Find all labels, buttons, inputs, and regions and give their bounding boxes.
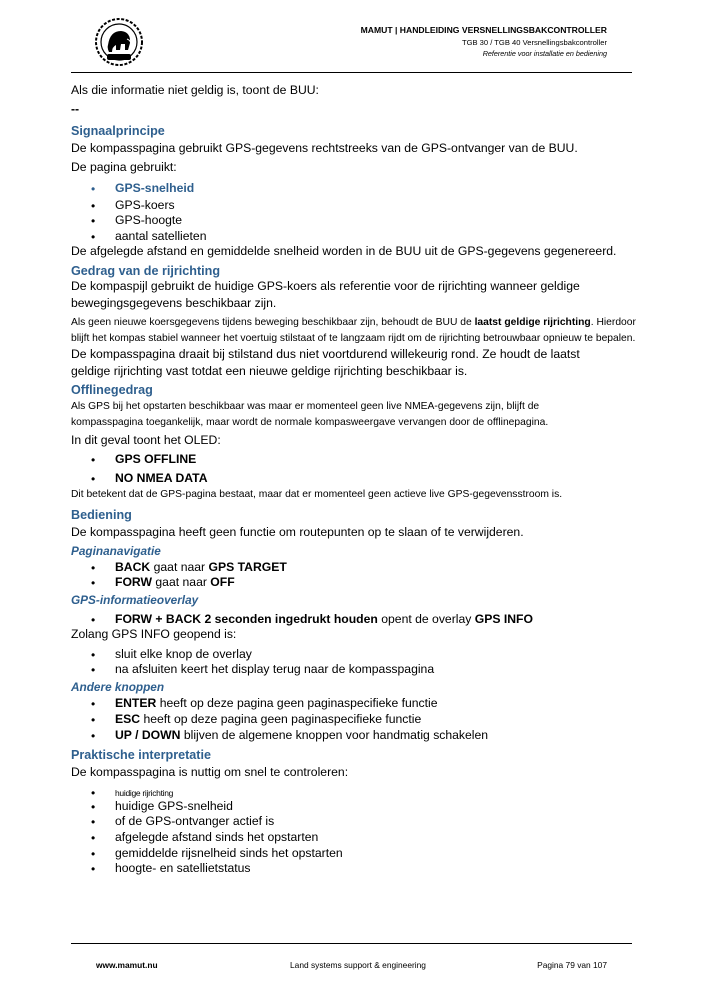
list-item: FORW + BACK 2 seconden ingedrukt houden opent de overlay GPS INFO (115, 612, 533, 626)
bullet: • (91, 182, 96, 196)
text-line: geldige rijrichting vast totdat een nieuwe geldige rijrichting beschikbaar is. (71, 364, 468, 378)
footer-website: www.mamut.nu (96, 960, 158, 970)
bullet: • (91, 713, 96, 727)
header-title: MAMUT | HANDLEIDING VERSNELLINGSBAKCONTROLLER (360, 25, 607, 35)
bullet: • (91, 472, 96, 486)
heading-gps-informatieoverlay: GPS-informatieoverlay (71, 593, 199, 607)
header-divider (71, 72, 632, 73)
list-item: GPS-koers (115, 198, 175, 212)
footer-page-number: Pagina 79 van 107 (537, 960, 607, 970)
heading-praktische-interpretatie: Praktische interpretatie (71, 748, 211, 762)
list-item: ENTER heeft op deze pagina geen paginaspecifieke functie (115, 696, 438, 710)
text-line: In dit geval toont het OLED: (71, 433, 221, 447)
bullet: • (91, 697, 96, 711)
mamut-logo (94, 17, 144, 67)
text-line: De kompasspagina draait bij stilstand dus niet voortdurend willekeurig rond. Ze houdt de laatst (71, 347, 580, 361)
list-item: of de GPS-ontvanger actief is (115, 814, 275, 828)
heading-andere-knoppen: Andere knoppen (71, 680, 165, 694)
text-line: De kompaspijl gebruikt de huidige GPS-koers als referentie voor de rijrichting wanneer geldige (71, 279, 580, 293)
text-line: kompasspagina toegankelijk, maar wordt de normale kompasweergave vervangen door de offlinepagina. (71, 417, 549, 428)
footer-divider (71, 943, 632, 944)
list-item: FORW gaat naar OFF (115, 575, 235, 589)
list-item: afgelegde afstand sinds het opstarten (115, 830, 319, 844)
bullet: • (91, 561, 96, 575)
bullet: • (91, 214, 96, 228)
bullet: • (91, 230, 96, 244)
list-item: aantal satellieten (115, 229, 207, 243)
bullet: • (91, 831, 96, 845)
text-line: Als GPS bij het opstarten beschikbaar was maar er momenteel geen live NMEA-gegevens zijn, blijft de (71, 401, 540, 412)
bullet: • (91, 815, 96, 829)
bullet: • (91, 847, 96, 861)
heading-bediening: Bediening (71, 508, 132, 522)
text-line: De pagina gebruikt: (71, 160, 177, 174)
bullet: • (91, 786, 96, 800)
list-item: GPS-snelheid (115, 181, 195, 195)
list-item: huidige rijrichting (115, 788, 174, 798)
list-item: UP / DOWN blijven de algemene knoppen voor handmatig schakelen (115, 728, 489, 742)
list-item: BACK gaat naar GPS TARGET (115, 560, 287, 574)
text-line: Als die informatie niet geldig is, toont de BUU: (71, 83, 319, 97)
text-line: De kompasspagina heeft geen functie om routepunten op te slaan of te verwijderen. (71, 525, 524, 539)
list-item: gemiddelde rijsnelheid sinds het opstarten (115, 846, 343, 860)
text-line: -- (71, 102, 80, 116)
list-item: sluit elke knop de overlay (115, 647, 252, 661)
bullet: • (91, 800, 96, 814)
text-line: Dit betekent dat de GPS-pagina bestaat, maar dat er momenteel geen actieve live GPS-gegevensstroom is. (71, 489, 563, 500)
list-item: ESC heeft op deze pagina geen paginaspecifieke functie (115, 712, 422, 726)
list-item: na afsluiten keert het display terug naar de kompasspagina (115, 662, 435, 676)
heading-paginanavigatie: Paginanavigatie (71, 544, 161, 558)
bullet: • (91, 663, 96, 677)
bullet: • (91, 648, 96, 662)
text-line: De kompasspagina is nuttig om snel te controleren: (71, 765, 349, 779)
heading-gedrag-rijrichting: Gedrag van de rijrichting (71, 264, 221, 278)
footer-tagline: Land systems support & engineering (290, 960, 426, 970)
text-line: De afgelegde afstand en gemiddelde snelheid worden in de BUU uit de GPS-gegevens gegenereerd. (71, 244, 617, 258)
bullet: • (91, 613, 96, 627)
text-line: De kompasspagina gebruikt GPS-gegevens rechtstreeks van de GPS-ontvanger van de BUU. (71, 141, 578, 155)
text-line: Zolang GPS INFO geopend is: (71, 627, 237, 641)
list-item: NO NMEA DATA (115, 471, 208, 485)
bullet: • (91, 576, 96, 590)
bullet: • (91, 862, 96, 876)
list-item: huidige GPS-snelheid (115, 799, 233, 813)
bullet: • (91, 199, 96, 213)
list-item: GPS-hoogte (115, 213, 183, 227)
header-subtitle: TGB 30 / TGB 40 Versnellingsbakcontroller (461, 38, 607, 47)
bullet: • (91, 453, 96, 467)
heading-offlinegedrag: Offlinegedrag (71, 383, 153, 397)
text-line: blijft het kompas stabiel wanneer het voertuig stilstaat of te langzaam rijdt om de rijrichting betrouwbaar opnieuw te bepalen. (71, 333, 636, 344)
heading-signaalprincipe: Signaalprincipe (71, 124, 165, 138)
text-line: bewegingsgegevens beschikbaar zijn. (71, 296, 277, 310)
header-subtitle-2: Referentie voor installatie en bediening (482, 49, 607, 58)
bullet: • (91, 729, 96, 743)
text-line: Als geen nieuwe koersgegevens tijdens beweging beschikbaar zijn, behoudt de BUU de laatst geldige rijrichting. Hierdoor (71, 317, 636, 328)
list-item: hoogte- en satellietstatus (115, 861, 251, 875)
list-item: GPS OFFLINE (115, 452, 197, 466)
